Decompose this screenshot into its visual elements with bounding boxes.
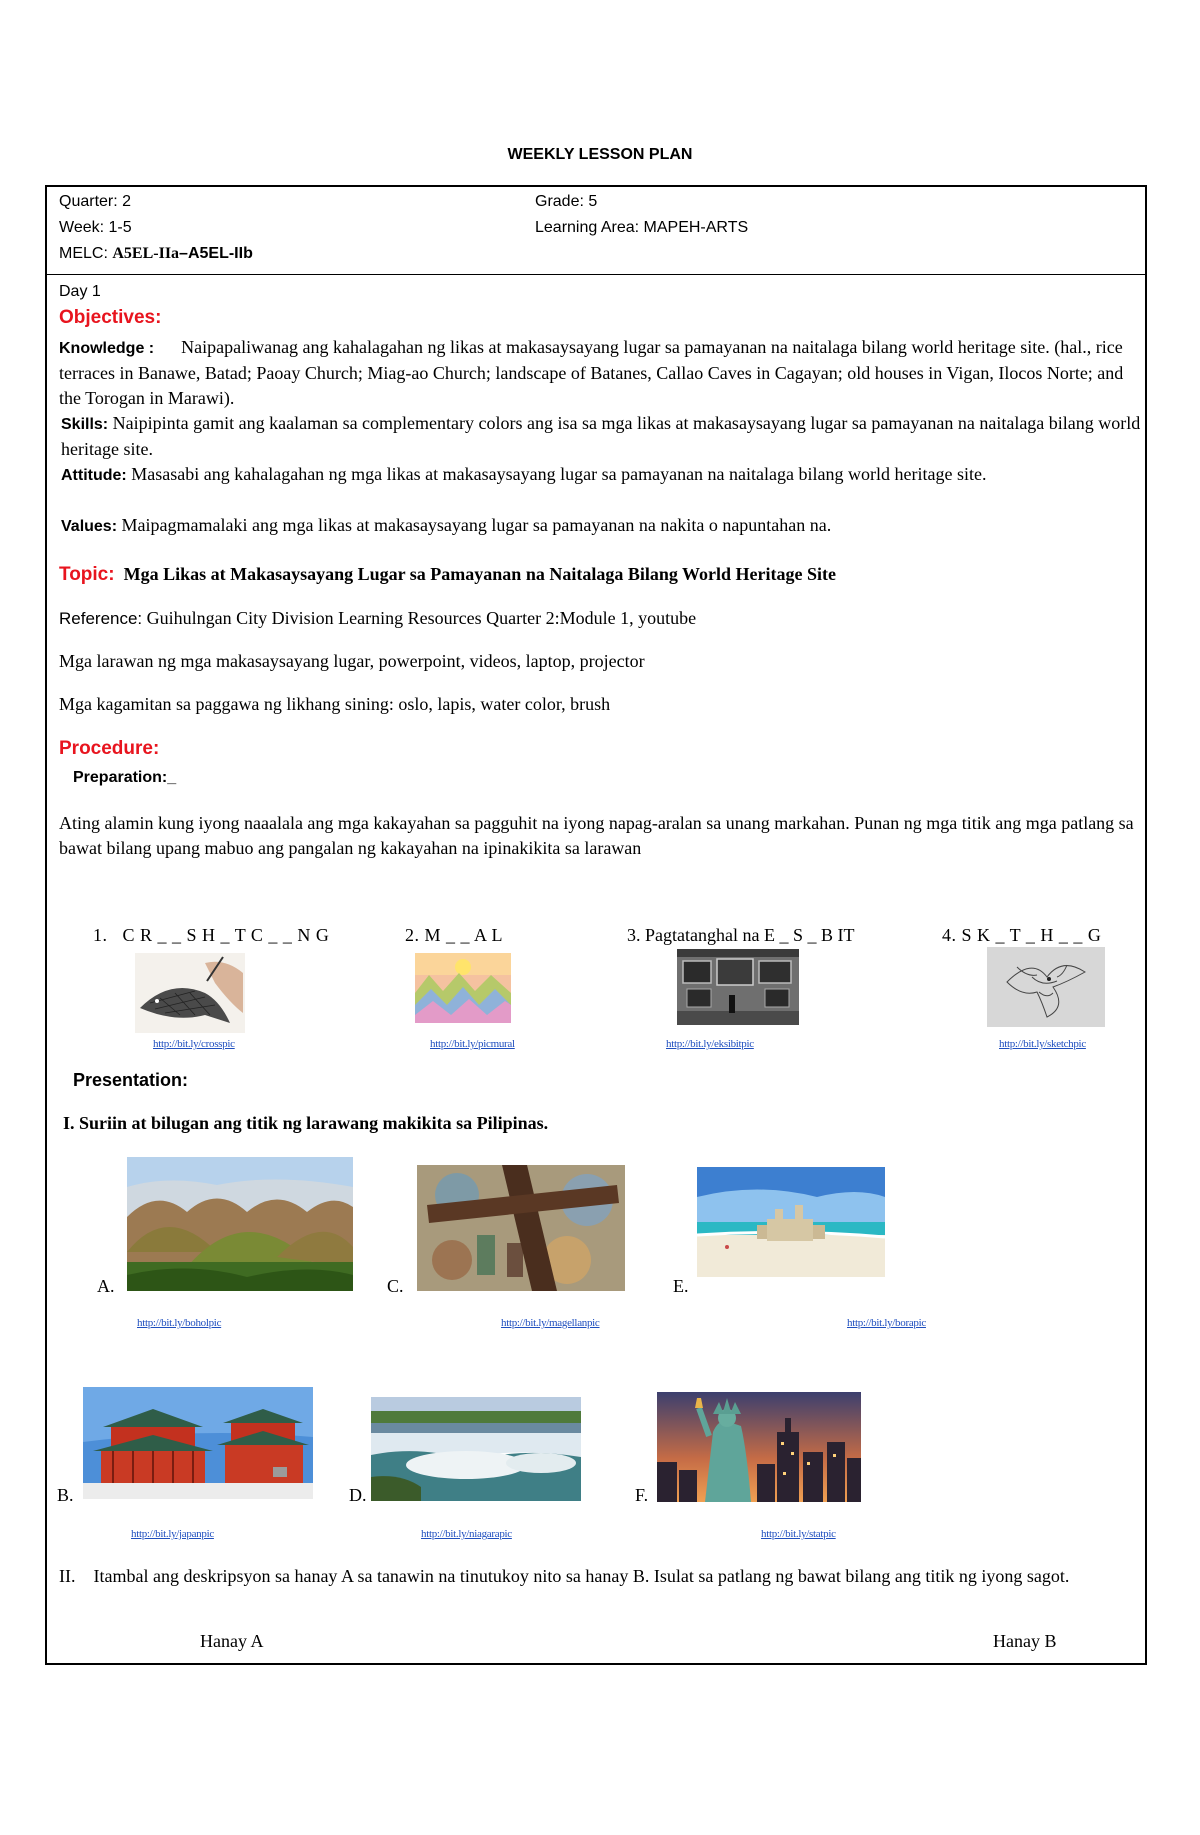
niagara-falls-picture [371, 1397, 581, 1501]
procedure-heading: Procedure: [59, 738, 160, 759]
values-objective: Values: Maipagmamalaki ang mga likas at makasaysayang lugar sa pamayanan na nakita o napuntahan na. [61, 515, 832, 535]
objectives-heading: Objectives: [59, 307, 162, 328]
japanese-temple-picture [83, 1387, 313, 1499]
crosshatching-bird-picture [135, 953, 245, 1033]
chocolate-hills-picture [127, 1157, 353, 1291]
day-label: Day 1 [59, 283, 101, 300]
preparation-label: Preparation:_ [73, 769, 177, 786]
presentation-heading: Presentation: [73, 1070, 189, 1090]
week-field: Week: 1-5 [59, 219, 132, 236]
niagarapic-link[interactable]: http://bit.ly/niagarapic [421, 1528, 512, 1540]
header-divider [47, 274, 1145, 275]
puzzle-1: 1. C R _ _ S H _ T C _ _ N G [93, 925, 330, 945]
japanpic-link[interactable]: http://bit.ly/japanpic [131, 1528, 214, 1540]
attitude-objective: Attitude: Masasabi ang kahalagahan ng mga likas at makasaysayang lugar sa pamayanan na naitalaga bilang world heritage site. [61, 464, 987, 484]
grade-field: Grade: 5 [535, 193, 598, 210]
topic-line: Topic: Mga Likas at Makasaysayang Lugar sa Pamayanan na Naitalaga Bilang World Heritage Site [59, 564, 836, 585]
sketchpic-link[interactable]: http://bit.ly/sketchpic [999, 1038, 1086, 1050]
image-letter-f: F. [635, 1485, 649, 1505]
column-b-label: Hanay B [993, 1631, 1057, 1651]
image-letter-b: B. [57, 1485, 74, 1505]
learning-area-field: Learning Area: MAPEH-ARTS [535, 219, 749, 236]
puzzle-4: 4. S K _ T _ H _ _ G [942, 925, 1102, 945]
melc-field: MELC: A5EL-IIa–A5EL-IIb [59, 245, 253, 262]
lesson-plan-table [45, 185, 1147, 1665]
image-letter-c: C. [387, 1276, 404, 1296]
presentation-instruction-1: I. Suriin at bilugan ang titik ng larawang makikita sa Pilipinas. [63, 1113, 549, 1133]
reference-line: Reference: Guihulngan City Division Learning Resources Quarter 2:Module 1, youtube [59, 608, 697, 628]
magellans-cross-picture [417, 1165, 625, 1291]
borapic-link[interactable]: http://bit.ly/borapic [847, 1317, 926, 1329]
skills-objective: Skills: Naipipinta gamit ang kaalaman sa complementary colors ang isa sa mga likas at makasaysayang lugar sa pamayanan na naitalaga bilang world heritage site. [61, 413, 1141, 459]
image-letter-e: E. [673, 1276, 689, 1296]
picmural-link[interactable]: http://bit.ly/picmural [430, 1038, 515, 1050]
sketch-bird-picture [987, 947, 1105, 1027]
preparation-instruction: Ating alamin kung iyong naaalala ang mga kakayahan sa pagguhit na iyong napag-aralan sa unang markahan. Punan ng mga titik ang mga patlang sa bawat bilang upang mabuo ang pangalan ng kakayahan na ipinakikita sa larawan [59, 813, 1134, 858]
knowledge-objective: Knowledge : Naipapaliwanag ang kahalagahan ng likas at makasaysayang lugar sa pamayanan na naitalaga bilang world heritage site. (hal., rice terraces in Banawe, Batad; Paoay Church; Miag-ao Church; landscape of Batanes, Callao Caves in Cagayan; old houses in Vigan, Ilocos Norte; and the Torogan in Marawi). [59, 337, 1124, 408]
image-letter-d: D. [349, 1485, 367, 1505]
puzzle-2: 2. M _ _ A L [405, 925, 504, 945]
crosspic-link[interactable]: http://bit.ly/crosspic [153, 1038, 235, 1050]
statue-of-liberty-picture [657, 1392, 861, 1502]
magellanpic-link[interactable]: http://bit.ly/magellanpic [501, 1317, 600, 1329]
column-a-label: Hanay A [200, 1631, 264, 1651]
image-letter-a: A. [97, 1276, 115, 1296]
boracay-beach-picture [697, 1167, 885, 1277]
statpic-link[interactable]: http://bit.ly/statpic [761, 1528, 836, 1540]
presentation-instruction-2: II. Itambal ang deskripsyon sa hanay A sa tanawin na tinutukoy nito sa hanay B. Isulat sa patlang ng bawat bilang ang titik ng iyong sagot. [59, 1566, 1070, 1586]
puzzle-3: 3. Pagtatanghal na E _ S _ B IT [627, 925, 855, 945]
exhibit-picture [677, 949, 799, 1025]
eksibitpic-link[interactable]: http://bit.ly/eksibitpic [666, 1038, 754, 1050]
document-title: WEEKLY LESSON PLAN [507, 146, 693, 163]
materials-line-1: Mga larawan ng mga makasaysayang lugar, powerpoint, videos, laptop, projector [59, 651, 645, 671]
mural-picture [415, 953, 511, 1023]
boholpic-link[interactable]: http://bit.ly/boholpic [137, 1317, 222, 1329]
materials-line-2: Mga kagamitan sa paggawa ng likhang sining: oslo, lapis, water color, brush [59, 694, 611, 714]
quarter-field: Quarter: 2 [59, 193, 132, 210]
